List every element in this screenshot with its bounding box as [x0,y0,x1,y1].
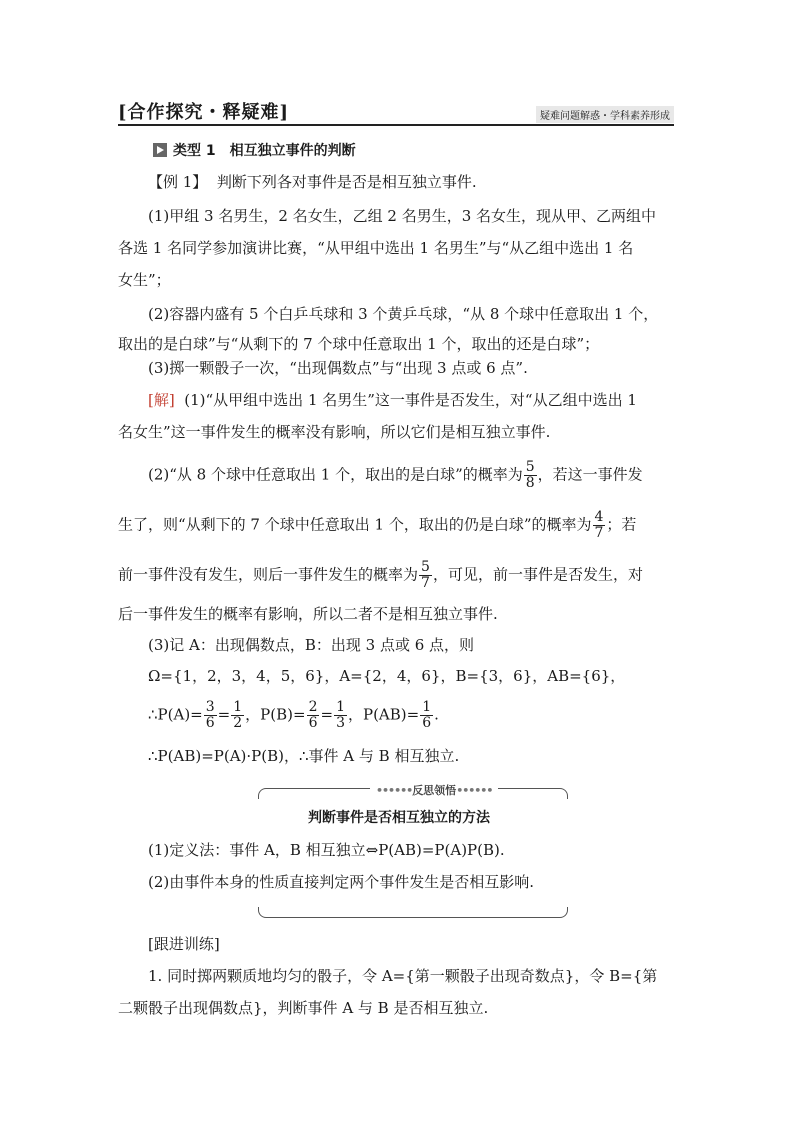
example-text: 判断下列各对事件是否是相互独立事件. [216,173,477,191]
example-item-1-line-2: 各选 1 名同学参加演讲比赛，“从甲组中选出 1 名男生”与“从乙组中选出 1 名 [118,239,634,257]
example-item-1-line-3: 女生”； [118,271,171,289]
solution-label: [解] [148,391,175,409]
solution-3-line-1: (3)记 A：出现偶数点，B：出现 3 点或 6 点，则 [148,636,475,654]
section-title: [合作探究・释疑难] [118,102,290,123]
type-title: 相互独立事件的判断 [229,143,356,159]
type-label: 类型 1 [173,143,216,159]
practice-q1-line-2: 二颗骰子出现偶数点}，判断事件 A 与 B 是否相互独立. [118,999,489,1017]
solution-1-line-1: [解] (1)“从甲组中选出 1 名男生”这一事件是否发生，对“从乙组中选出 1 [148,391,637,409]
solution-2-line-3: 前一事件没有发生，则后一事件发生的概率为 $\frac{5}{7}$ ，可见，前一事件是否发生，对 [118,559,643,591]
section-header [118,98,674,126]
fraction-2-6: $\frac{2}{6}$ [308,699,318,731]
fraction-5-8: $\frac{5}{8}$ [525,459,535,491]
example-prompt [148,172,477,192]
fraction-1-6: $\frac{1}{6}$ [422,699,432,731]
example-item-1-line-1: (1)甲组 3 名男生，2 名女生，乙组 2 名男生，3 名女生，现从甲、乙两组中 [148,207,657,225]
solution-2-line-1: (2)“从 8 个球中任意取出 1 个，取出的是白球”的概率为 $\frac{5}{8}$ ，若这一事件发 [148,459,643,491]
reflection-box-bottom [258,907,568,918]
section-tag: 疑难问题解惑・学科素养形成 [536,106,674,123]
example-item-2-line-1: (2)容器内盛有 5 个白乒乓球和 3 个黄乒乓球，“从 8 个球中任意取出 1 个， [148,305,659,323]
solution-2-line-4: 后一事件发生的概率有影响，所以二者不是相互独立事件. [118,605,498,623]
type-heading [153,140,356,160]
fraction-5-7: $\frac{5}{7}$ [421,559,430,591]
fraction-3-6: $\frac{3}{6}$ [205,699,215,731]
practice-q1-line-1: 1. 同时掷两颗质地均匀的骰子，令 A={第一颗骰子出现奇数点}，令 B={第 [148,967,658,985]
solution-3-line-2: Ω={1，2，3，4，5，6}，A={2，4，6}，B={3，6}，AB={6}， [148,667,626,685]
reflection-method-1: (1)定义法：事件 A，B 相互独立⇔P(AB)=P(A)P(B). [148,841,505,859]
example-label: 【例 1】 [148,173,208,191]
reflection-method-2: (2)由事件本身的性质直接判定两个事件发生是否相互影响. [148,873,535,891]
fraction-4-7: $\frac{4}{7}$ [594,509,604,541]
fraction-1-3: $\frac{1}{3}$ [336,699,345,731]
solution-2-line-2: 生了，则“从剩下的 7 个球中任意取出 1 个，取出的仍是白球”的概率为 $\frac{4}{7}$ ；若 [118,509,637,541]
play-icon [153,143,167,157]
reflection-title: 判断事件是否相互独立的方法 [308,810,490,826]
example-item-2-line-2: 取出的是白球”与“从剩下的 7 个球中任意取出 1 个，取出的还是白球”； [118,335,600,353]
practice-label: [跟进训练] [148,935,220,953]
solution-3-line-4: ∴P(AB)=P(A)·P(B)，∴事件 A 与 B 相互独立. [148,747,460,765]
solution-3-line-3: ∴P(A)= $\frac{3}{6}$ = $\frac{1}{2}$ ，P(B)= $\frac{2}{6}$ = $\frac{1}{3}$ ，P(AB)= $\frac{1}{6}$ . [148,699,439,731]
reflection-label: ••••••反思领悟•••••• [370,782,498,798]
solution-1-line-2: 名女生”这一事件发生的概率没有影响，所以它们是相互独立事件. [118,423,551,441]
fraction-1-2: $\frac{1}{2}$ [233,699,243,731]
example-item-3: (3)掷一颗骰子一次，“出现偶数点”与“出现 3 点或 6 点”. [148,359,528,377]
